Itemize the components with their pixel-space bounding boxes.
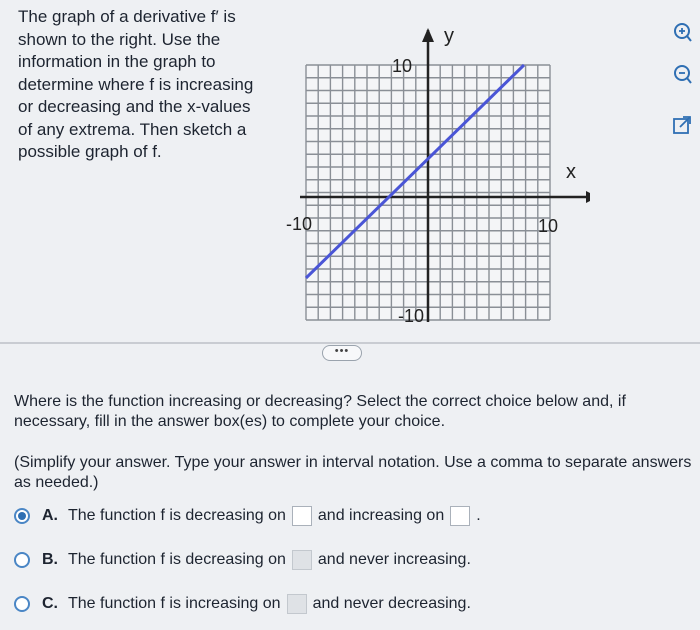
- choice-a-text-after: and increasing on: [317, 507, 445, 524]
- question-prompt: Where is the function increasing or decreasing? Select the correct choice below and, if necessary, fill in the answer box(es) to complete your choice.: [14, 393, 626, 430]
- derivative-graph: [280, 20, 590, 325]
- y-axis-arrow: [422, 28, 434, 42]
- choice-c-letter: C.: [42, 595, 58, 612]
- choice-c[interactable]: [14, 591, 471, 617]
- choice-b-text-before: The function f is decreasing on: [68, 551, 286, 568]
- choice-a-end: .: [476, 507, 481, 524]
- y-bottom-tick-label: -10: [398, 306, 425, 325]
- choice-b-text-after: and never increasing.: [317, 551, 471, 568]
- popout-button[interactable]: [670, 113, 694, 137]
- choice-a-letter: A.: [42, 507, 58, 524]
- choice-b-answer-box: [292, 550, 312, 570]
- answer-instruction: (Simplify your answer. Type your answer in interval notation. Use a comma to separate answers as needed.): [14, 454, 692, 491]
- x-right-tick-label: 10: [538, 216, 559, 236]
- decreasing-interval-input[interactable]: [292, 506, 312, 526]
- x-axis-arrow: [586, 191, 590, 203]
- more-options-button[interactable]: •••: [322, 345, 362, 361]
- choice-b[interactable]: [14, 547, 471, 573]
- x-axis-label: x: [566, 161, 576, 183]
- increasing-interval-input[interactable]: [450, 506, 470, 526]
- zoom-out-icon: [671, 63, 693, 85]
- zoom-in-button[interactable]: [670, 20, 694, 44]
- zoom-out-button[interactable]: [670, 62, 694, 86]
- choice-b-letter: B.: [42, 551, 58, 568]
- choice-c-text-after: and never decreasing.: [312, 595, 471, 612]
- choice-c-text-before: The function f is increasing on: [68, 595, 281, 612]
- x-left-tick-label: -10: [286, 214, 313, 234]
- choice-c-answer-box: [287, 594, 307, 614]
- choice-c-radio[interactable]: [14, 596, 30, 612]
- popout-icon: [672, 115, 692, 135]
- y-axis-label: y: [444, 25, 454, 47]
- choice-a-text-before: The function f is decreasing on: [68, 507, 286, 524]
- problem-statement: The graph of a derivative f′ is shown to the right. Use the information in the graph to determine where f is increasing or decreasing and the x-values of any extrema. Then sketch a possible graph of f.: [18, 7, 254, 161]
- choice-b-radio[interactable]: [14, 552, 30, 568]
- choice-a[interactable]: [14, 503, 481, 529]
- choice-a-radio[interactable]: [14, 508, 30, 524]
- y-top-tick-label: 10: [392, 56, 413, 76]
- section-divider: [0, 342, 700, 344]
- zoom-in-icon: [671, 21, 693, 43]
